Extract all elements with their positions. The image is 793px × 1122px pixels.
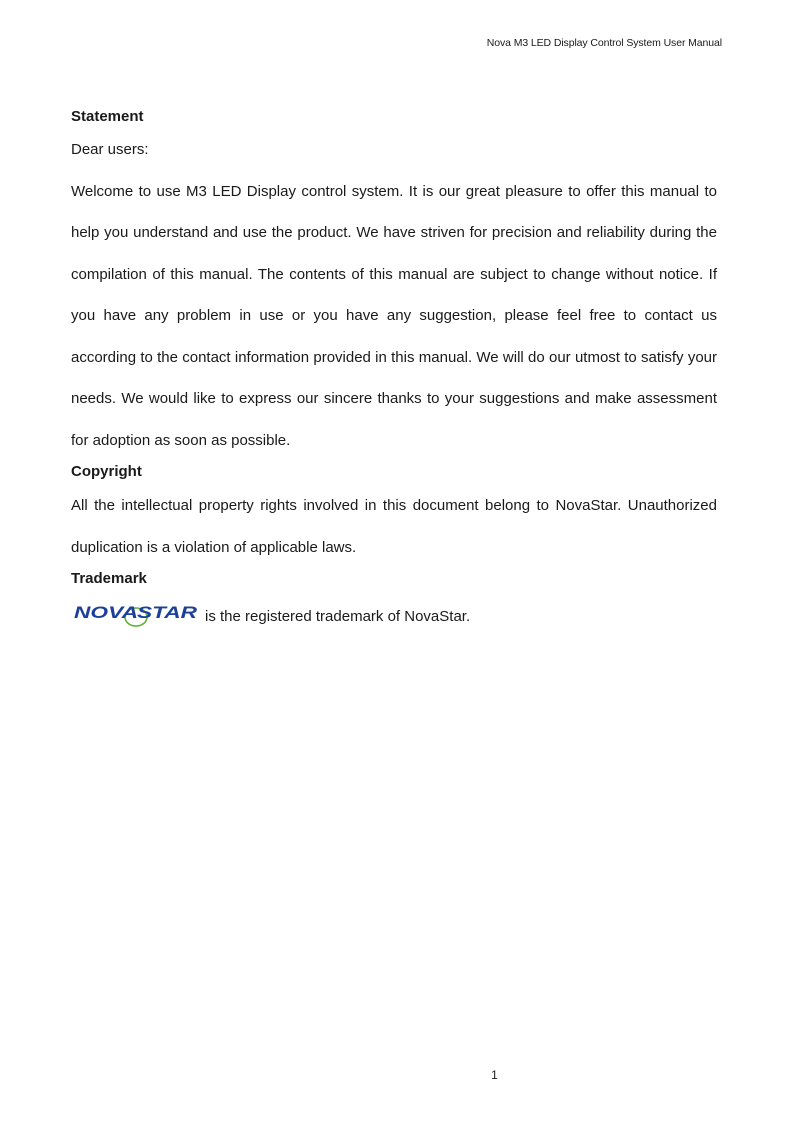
statement-paragraph: Welcome to use M3 LED Display control system. It is our great pleasure to offer this manual to help you understand and use the product. We have striven for precision and reliability during the compilation of this manual. The contents of this manual are subject to change without notice. If you have any problem in use or you have any suggestion, please feel free to contact us according to the contact information provided in this manual. We will do our utmost to satisfy your needs. We would like to express our sincere thanks to your suggestions and make assessment for adoption as soon as possible. bbox=[71, 182, 717, 449]
copyright-paragraph: All the intellectual property rights involved in this document belong to NovaStar. Unauthorized duplication is a violation of applicable laws. bbox=[71, 497, 717, 556]
trademark-row bbox=[71, 598, 717, 628]
statement-salutation: Dear users: bbox=[71, 141, 149, 158]
novastar-logo bbox=[73, 602, 199, 628]
page-number: 1 bbox=[491, 1068, 498, 1082]
running-header: Nova M3 LED Display Control System User Manual bbox=[486, 37, 722, 49]
trademark-text: is the registered trademark of NovaStar. bbox=[205, 608, 471, 625]
trademark-heading: Trademark bbox=[71, 570, 147, 587]
logo-text-left: NOVA bbox=[74, 603, 138, 622]
logo-text-right: STAR bbox=[137, 603, 198, 622]
copyright-heading: Copyright bbox=[71, 463, 142, 480]
statement-heading: Statement bbox=[71, 108, 144, 125]
document-body bbox=[71, 104, 717, 628]
